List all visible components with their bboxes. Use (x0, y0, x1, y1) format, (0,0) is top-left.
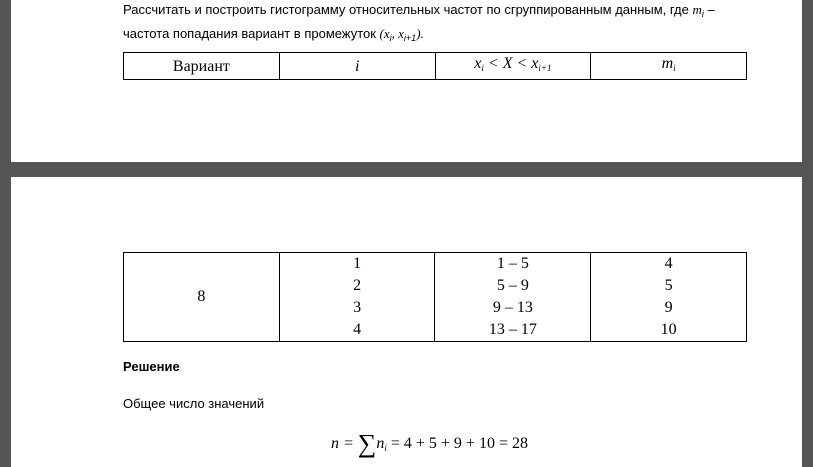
header-variant: Вариант (124, 53, 280, 80)
page-bottom (11, 177, 802, 467)
intro-line-1 (123, 0, 783, 24)
interval-mid: , x (391, 26, 404, 41)
intro-line-2 (123, 24, 783, 48)
hi-x: x (474, 55, 482, 72)
hi-mid: < X < x (483, 55, 539, 72)
var-m: m (692, 2, 702, 17)
hi-sub-b: i+1 (538, 63, 552, 73)
header-table (123, 52, 747, 80)
solution-heading: Решение (123, 359, 180, 374)
i-value: 4 (353, 321, 362, 338)
interval-value: 5 – 9 (496, 277, 529, 294)
solution-paragraph: Общее число значений (123, 396, 265, 411)
table-row (124, 253, 747, 342)
var-m-sub: i (701, 9, 704, 19)
interval-open: (x (379, 26, 390, 41)
header-i: i (279, 53, 435, 80)
variant-cell: 8 (124, 253, 280, 342)
sigma-symbol: ∑ (357, 429, 377, 458)
header-m (591, 53, 747, 80)
interval-close: ). (416, 26, 424, 41)
formula-sub: i (384, 443, 387, 453)
intro-line-1-text: Рассчитать и построить гистограмму относительных частот по сгруппированным данным, где (123, 2, 693, 17)
header-row (124, 53, 747, 80)
i-value: 3 (353, 299, 362, 316)
interval-sub-1: i (389, 33, 392, 43)
intro-line-2-text: частота попадания вариант в промежуток (123, 26, 380, 41)
data-table (123, 252, 747, 342)
sum-formula (331, 429, 528, 459)
interval-value: 13 – 17 (488, 321, 537, 338)
m-value: 4 (664, 255, 673, 272)
formula-n: n (376, 435, 385, 452)
interval-value: 9 – 13 (492, 299, 533, 316)
intro-dash: – (703, 2, 715, 17)
m-value: 9 (664, 299, 673, 316)
interval-column (435, 253, 591, 342)
header-interval (435, 53, 591, 80)
hm-sub: i (673, 63, 676, 73)
interval-sub-2: i+1 (403, 33, 417, 43)
page-top (11, 0, 802, 162)
i-value: 1 (353, 255, 362, 272)
hm-main: m (661, 55, 674, 72)
interval-value: 1 – 5 (496, 255, 529, 272)
task-intro (123, 0, 783, 48)
hi-sub-a: i (481, 63, 484, 73)
m-column (591, 253, 747, 342)
i-value: 2 (353, 277, 362, 294)
m-value: 10 (660, 321, 677, 338)
i-column (279, 253, 435, 342)
formula-lhs: n = (331, 435, 358, 452)
m-value: 5 (664, 277, 673, 294)
formula-rhs: = 4 + 5 + 9 + 10 = 28 (386, 435, 528, 452)
